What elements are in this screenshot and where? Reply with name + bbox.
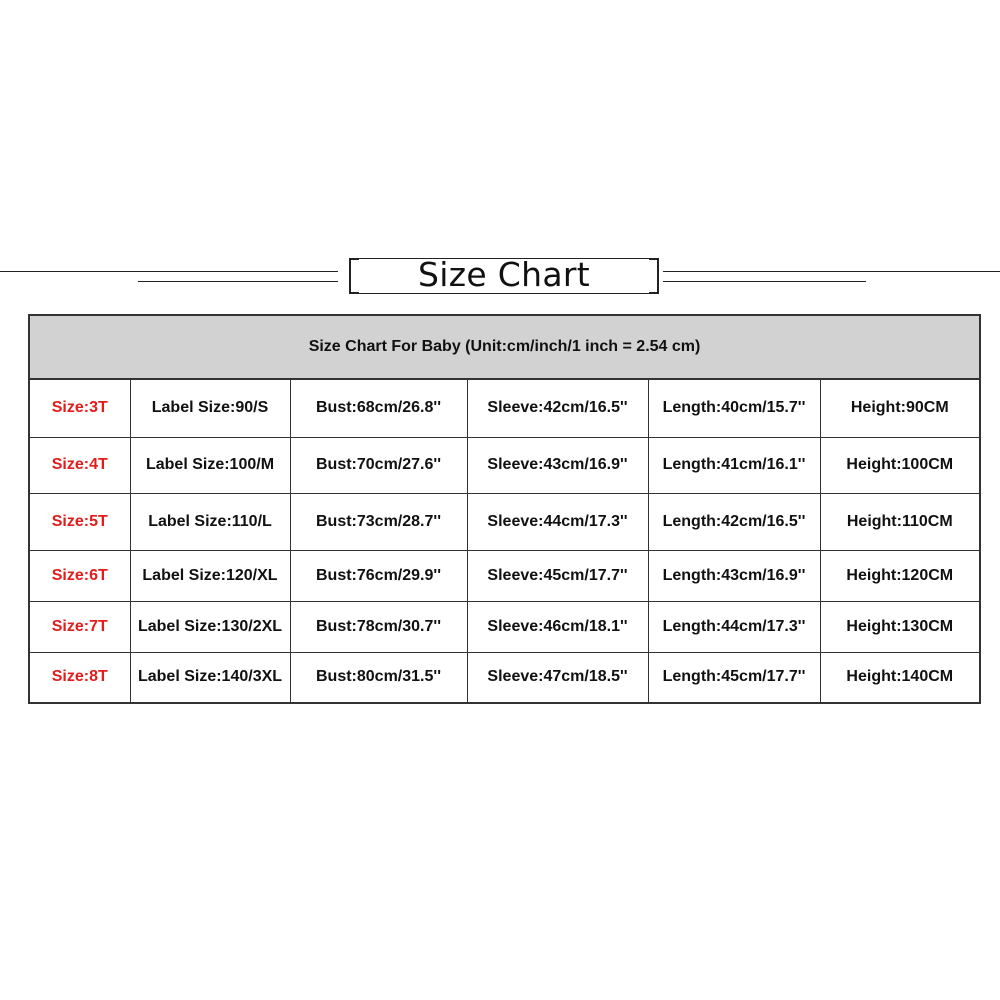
bust-cell: Bust:76cm/29.9''	[290, 550, 467, 601]
label-size-cell: Label Size:120/XL	[130, 550, 290, 601]
height-cell: Height:140CM	[820, 652, 980, 703]
length-cell: Length:43cm/16.9''	[648, 550, 820, 601]
table-body	[29, 379, 980, 703]
table-row	[29, 652, 980, 703]
bust-cell: Bust:78cm/30.7''	[290, 601, 467, 652]
table-row	[29, 493, 980, 550]
sleeve-cell: Sleeve:45cm/17.7''	[467, 550, 648, 601]
sleeve-cell: Sleeve:46cm/18.1''	[467, 601, 648, 652]
table-row	[29, 379, 980, 437]
size-cell: Size:6T	[29, 550, 130, 601]
sleeve-cell: Sleeve:47cm/18.5''	[467, 652, 648, 703]
page-title: Size Chart	[418, 255, 590, 294]
bust-cell: Bust:68cm/26.8''	[290, 379, 467, 437]
length-cell: Length:45cm/17.7''	[648, 652, 820, 703]
size-cell: Size:5T	[29, 493, 130, 550]
height-cell: Height:100CM	[820, 437, 980, 493]
sleeve-cell: Sleeve:43cm/16.9''	[467, 437, 648, 493]
height-cell: Height:130CM	[820, 601, 980, 652]
height-cell: Height:90CM	[820, 379, 980, 437]
title-rule-right	[663, 271, 1000, 272]
label-size-cell: Label Size:90/S	[130, 379, 290, 437]
label-size-cell: Label Size:110/L	[130, 493, 290, 550]
size-table	[28, 314, 981, 704]
table-header: Size Chart For Baby (Unit:cm/inch/1 inch = 2.54 cm)	[29, 315, 980, 379]
size-cell: Size:7T	[29, 601, 130, 652]
size-cell: Size:8T	[29, 652, 130, 703]
label-size-cell: Label Size:100/M	[130, 437, 290, 493]
table-row	[29, 601, 980, 652]
title-frame	[349, 255, 659, 294]
bust-cell: Bust:80cm/31.5''	[290, 652, 467, 703]
sleeve-cell: Sleeve:42cm/16.5''	[467, 379, 648, 437]
height-cell: Height:110CM	[820, 493, 980, 550]
size-cell: Size:4T	[29, 437, 130, 493]
table-row	[29, 437, 980, 493]
title-rule-right-inner	[663, 281, 866, 282]
length-cell: Length:44cm/17.3''	[648, 601, 820, 652]
title-rule-left-inner	[138, 281, 338, 282]
table-row	[29, 550, 980, 601]
label-size-cell: Label Size:140/3XL	[130, 652, 290, 703]
height-cell: Height:120CM	[820, 550, 980, 601]
label-size-cell: Label Size:130/2XL	[130, 601, 290, 652]
length-cell: Length:41cm/16.1''	[648, 437, 820, 493]
size-cell: Size:3T	[29, 379, 130, 437]
bust-cell: Bust:70cm/27.6''	[290, 437, 467, 493]
length-cell: Length:40cm/15.7''	[648, 379, 820, 437]
length-cell: Length:42cm/16.5''	[648, 493, 820, 550]
bust-cell: Bust:73cm/28.7''	[290, 493, 467, 550]
table-header-row	[29, 315, 980, 379]
sleeve-cell: Sleeve:44cm/17.3''	[467, 493, 648, 550]
title-rule-left	[0, 271, 338, 272]
